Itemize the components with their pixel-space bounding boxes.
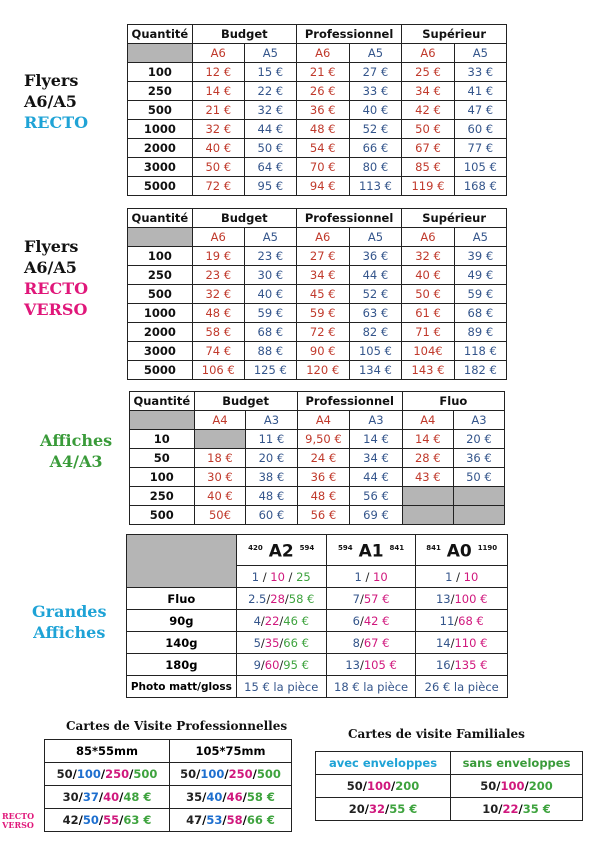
price-cell: 50 € (402, 285, 454, 304)
table-row (128, 342, 507, 361)
flyers-recto-label: Flyers A6/A5 RECTO (24, 71, 89, 132)
price-cell: 44 € (349, 266, 402, 285)
price-cell: 50€ (194, 506, 246, 525)
price-cell: 14 € (350, 430, 403, 449)
price-cell: 32 € (192, 120, 244, 139)
table-row (128, 177, 507, 196)
price-cell: 20 € (246, 449, 297, 468)
qty-cell: 2000 (128, 323, 193, 342)
grandes-affiches-table (126, 534, 508, 698)
col-avec-enveloppes: avec enveloppes (316, 752, 451, 775)
header-quantite: Quantité (130, 392, 195, 411)
qty-cell: 5000 (128, 177, 193, 196)
price-cell: 33 € (349, 82, 402, 101)
price-cell: 134 € (349, 361, 402, 380)
price-cell: 105 € (454, 158, 506, 177)
table-row (128, 323, 507, 342)
price-cell: 82 € (349, 323, 402, 342)
col-sans-enveloppes: sans enveloppes (451, 752, 583, 775)
price-cell: 95 € (244, 177, 296, 196)
qty-cell: 1000 (128, 120, 193, 139)
price-cell: 27 € (349, 63, 402, 82)
price-cell: 50 € (402, 120, 454, 139)
price-cell: 18 € (194, 449, 246, 468)
price-cell: 34 € (402, 82, 454, 101)
cartes-fam-table (315, 751, 583, 821)
price-cell: 104€ (402, 342, 454, 361)
price-cell: 30/37/40/48 € (45, 786, 170, 809)
price-cell: 94 € (296, 177, 349, 196)
price-cell: 36 € (296, 101, 349, 120)
header-budget: Budget (192, 25, 296, 44)
price-cell: 64 € (244, 158, 296, 177)
qty-cell: 1000 (128, 304, 193, 323)
format-a1: $^{594}$ A1 $^{841}$ (326, 535, 416, 566)
price-cell: 58 € (192, 323, 244, 342)
qty-cell: 250 (128, 266, 193, 285)
format-a2: $^{420}$ A2 $^{594}$ (236, 535, 326, 566)
price-cell: 50 € (192, 158, 244, 177)
price-cell: 56 € (350, 487, 403, 506)
qty-cell: 100 (128, 247, 193, 266)
subheader-format: A6 (192, 228, 244, 247)
qty-cell: 10 (130, 430, 195, 449)
cartes-pro-title: Cartes de Visite Professionnelles (66, 719, 288, 733)
price-cell: 26 € (296, 82, 349, 101)
price-cell: 36 € (349, 247, 402, 266)
price-cell: 50/100/200 (451, 775, 583, 798)
header-professionnel: Professionnel (296, 209, 401, 228)
price-cell: 23 € (192, 266, 244, 285)
price-cell: 56 € (297, 506, 350, 525)
corner-cell (128, 228, 193, 247)
format-a0: $^{841}$ A0 $^{1190}$ (416, 535, 508, 566)
price-cell: 182 € (454, 361, 506, 380)
flyers-rv-label: Flyers A6/A5 RECTO VERSO (24, 237, 89, 319)
price-cell: 71 € (402, 323, 454, 342)
recto-verso-side-label: RECTO VERSO (2, 811, 35, 830)
price-cell: 10/22/35 € (451, 798, 583, 821)
price-cell: 49 € (454, 266, 506, 285)
price-cell: 36 € (297, 468, 350, 487)
empty-cell (402, 487, 453, 506)
price-cell: 32 € (244, 101, 296, 120)
price-cell: 50/100/250/500 (45, 763, 170, 786)
price-cell: 61 € (402, 304, 454, 323)
price-cell: 68 € (244, 323, 296, 342)
header-quantite: Quantité (128, 209, 193, 228)
price-cell: 32 € (402, 247, 454, 266)
table-row (130, 468, 505, 487)
table-row (128, 82, 507, 101)
price-cell: 77 € (454, 139, 506, 158)
price-cell: 35/40/46/58 € (170, 786, 292, 809)
qty-cell: 100 (130, 468, 195, 487)
price-cell: 19 € (192, 247, 244, 266)
table-row (128, 247, 507, 266)
qty-cell: 5000 (128, 361, 193, 380)
table-row (128, 63, 507, 82)
price-cell: 48 € (246, 487, 297, 506)
qty-cell: 3000 (128, 342, 193, 361)
price-cell: 12 € (192, 63, 244, 82)
price-cell: 33 € (454, 63, 506, 82)
subheader-format: A6 (402, 228, 454, 247)
empty-cell (453, 487, 504, 506)
header-sup: Supérieur (402, 25, 507, 44)
subheader-format: A6 (296, 44, 349, 63)
price-cell: 118 € (454, 342, 506, 361)
qty-cell: 50 (130, 449, 195, 468)
table-row (128, 101, 507, 120)
subheader-format: A5 (244, 44, 296, 63)
qty-row: 1 / 10 / 25 1 / 10 1 / 10 (127, 566, 508, 588)
price-cell: 14 € (192, 82, 244, 101)
price-cell: 11 € (246, 430, 297, 449)
price-cell: 43 € (402, 468, 453, 487)
price-cell: 105 € (349, 342, 402, 361)
price-cell: 60 € (454, 120, 506, 139)
price-cell: 39 € (454, 247, 506, 266)
subheader-format: A5 (454, 44, 506, 63)
price-cell: 66 € (349, 139, 402, 158)
price-cell: 125 € (244, 361, 296, 380)
price-cell: 80 € (349, 158, 402, 177)
price-cell: 34 € (350, 449, 403, 468)
price-cell: 67 € (402, 139, 454, 158)
price-cell: 54 € (296, 139, 349, 158)
price-cell: 70 € (296, 158, 349, 177)
header-fluo: Fluo (402, 392, 504, 411)
price-cell: 69 € (350, 506, 403, 525)
table-row: Fluo 2.5/28/58 € 7/57 € 13/100 € (127, 588, 508, 610)
table-row (128, 120, 507, 139)
subheader-format: A4 (297, 411, 350, 430)
table-row: 180g 9/60/95 € 13/105 € 16/135 € (127, 654, 508, 676)
table-row: 90g 4/22/46 € 6/42 € 11/68 € (127, 610, 508, 632)
price-cell: 72 € (296, 323, 349, 342)
grandes-affiches-label: Grandes Affiches (32, 602, 107, 642)
price-cell: 20 € (453, 430, 504, 449)
table-row (128, 361, 507, 380)
price-cell: 40 € (402, 266, 454, 285)
price-cell: 15 € (244, 63, 296, 82)
price-cell: 21 € (192, 101, 244, 120)
table-row (128, 266, 507, 285)
col-85x55: 85*55mm (45, 740, 170, 763)
price-cell: 60 € (246, 506, 297, 525)
price-cell: 120 € (296, 361, 349, 380)
table-row: 140g 5/35/66 € 8/67 € 14/110 € (127, 632, 508, 654)
qty-cell: 500 (128, 285, 193, 304)
table-row (130, 487, 505, 506)
header-budget: Budget (194, 392, 297, 411)
price-cell: 25 € (402, 63, 454, 82)
header-sup: Supérieur (402, 209, 507, 228)
price-cell: 45 € (296, 285, 349, 304)
header-quantite: Quantité (128, 25, 193, 44)
table-row (130, 506, 505, 525)
price-cell: 59 € (454, 285, 506, 304)
price-cell: 143 € (402, 361, 454, 380)
price-cell: 50 € (244, 139, 296, 158)
price-cell: 90 € (296, 342, 349, 361)
header-budget: Budget (192, 209, 296, 228)
price-cell: 42/50/55/63 € (45, 809, 170, 832)
qty-cell: 250 (128, 82, 193, 101)
subheader-format: A6 (296, 228, 349, 247)
price-cell: 52 € (349, 285, 402, 304)
header-professionnel: Professionnel (297, 392, 402, 411)
flyers-rv-table (127, 208, 507, 380)
price-cell: 40 € (192, 139, 244, 158)
price-cell: 63 € (349, 304, 402, 323)
cartes-fam-title: Cartes de visite Familiales (348, 727, 525, 741)
corner-cell (130, 411, 195, 430)
cartes-pro-table (44, 739, 292, 832)
price-cell: 24 € (297, 449, 350, 468)
price-cell: 20/32/55 € (316, 798, 451, 821)
price-cell: 30 € (194, 468, 246, 487)
qty-cell: 3000 (128, 158, 193, 177)
affiches-table (129, 391, 505, 525)
price-cell: 36 € (453, 449, 504, 468)
qty-cell: 2000 (128, 139, 193, 158)
table-row (130, 449, 505, 468)
price-cell: 50 € (453, 468, 504, 487)
header-professionnel: Professionnel (296, 25, 401, 44)
subheader-format: A5 (349, 44, 402, 63)
subheader-format: A6 (192, 44, 244, 63)
price-cell: 44 € (350, 468, 403, 487)
price-cell: 42 € (402, 101, 454, 120)
price-cell: 40 € (194, 487, 246, 506)
subheader-format: A3 (246, 411, 297, 430)
price-cell: 68 € (454, 304, 506, 323)
price-cell: 85 € (402, 158, 454, 177)
price-cell: 48 € (192, 304, 244, 323)
price-cell: 32 € (192, 285, 244, 304)
price-cell: 59 € (296, 304, 349, 323)
price-cell: 106 € (192, 361, 244, 380)
price-cell: 52 € (349, 120, 402, 139)
price-cell: 38 € (246, 468, 297, 487)
col-105x75: 105*75mm (170, 740, 292, 763)
price-cell: 9,50 € (297, 430, 350, 449)
empty-cell (194, 430, 246, 449)
price-cell: 40 € (349, 101, 402, 120)
price-cell: 119 € (402, 177, 454, 196)
price-cell: 72 € (192, 177, 244, 196)
corner-cell (127, 535, 237, 588)
table-row (128, 285, 507, 304)
photo-row: Photo matt/gloss 15 € la pièce 18 € la pièce 26 € la pièce (127, 676, 508, 698)
subheader-format: A3 (350, 411, 403, 430)
qty-cell: 500 (128, 101, 193, 120)
empty-cell (453, 506, 504, 525)
price-cell: 50/100/250/500 (170, 763, 292, 786)
price-cell: 89 € (454, 323, 506, 342)
table-row (130, 430, 505, 449)
price-cell: 14 € (402, 430, 453, 449)
price-cell: 40 € (244, 285, 296, 304)
subheader-format: A3 (453, 411, 504, 430)
price-cell: 59 € (244, 304, 296, 323)
subheader-format: A5 (454, 228, 506, 247)
price-cell: 34 € (296, 266, 349, 285)
subheader-format: A4 (402, 411, 453, 430)
price-cell: 30 € (244, 266, 296, 285)
subheader-format: A5 (349, 228, 402, 247)
affiches-label: Affiches A4/A3 (40, 431, 113, 471)
price-cell: 23 € (244, 247, 296, 266)
price-cell: 41 € (454, 82, 506, 101)
price-cell: 48 € (296, 120, 349, 139)
price-cell: 28 € (402, 449, 453, 468)
price-cell: 22 € (244, 82, 296, 101)
price-cell: 47 € (454, 101, 506, 120)
flyers-recto-table (127, 24, 507, 196)
qty-cell: 250 (130, 487, 195, 506)
table-row (128, 158, 507, 177)
price-cell: 168 € (454, 177, 506, 196)
price-cell: 113 € (349, 177, 402, 196)
qty-cell: 100 (128, 63, 193, 82)
price-cell: 74 € (192, 342, 244, 361)
empty-cell (402, 506, 453, 525)
price-cell: 44 € (244, 120, 296, 139)
corner-cell (128, 44, 193, 63)
subheader-format: A4 (194, 411, 246, 430)
price-cell: 50/100/200 (316, 775, 451, 798)
price-cell: 47/53/58/66 € (170, 809, 292, 832)
price-cell: 27 € (296, 247, 349, 266)
table-row (128, 304, 507, 323)
price-cell: 88 € (244, 342, 296, 361)
price-cell: 48 € (297, 487, 350, 506)
subheader-format: A5 (244, 228, 296, 247)
price-cell: 21 € (296, 63, 349, 82)
subheader-format: A6 (402, 44, 454, 63)
table-row (128, 139, 507, 158)
qty-cell: 500 (130, 506, 195, 525)
